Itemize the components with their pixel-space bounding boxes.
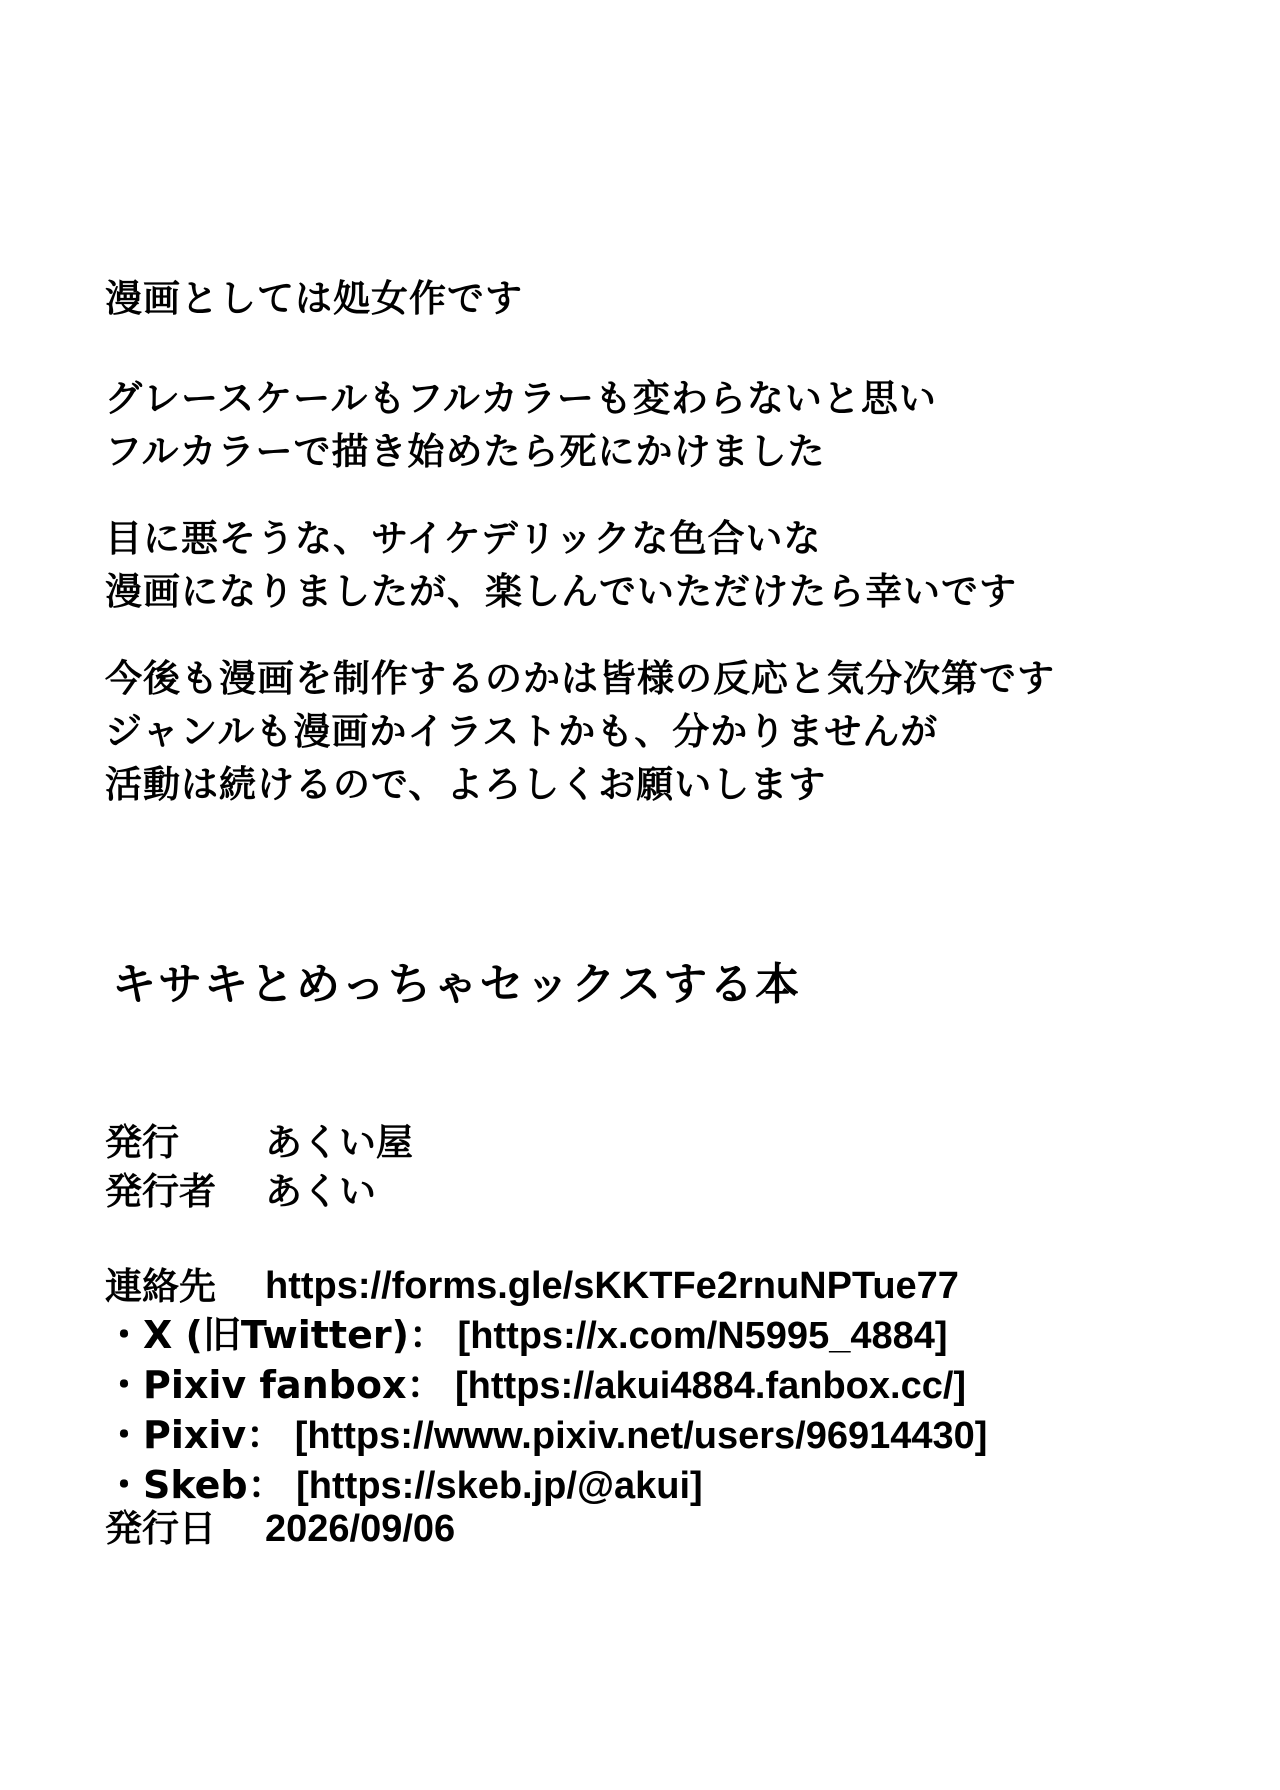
pixiv-link[interactable]: [https://www.pixiv.net/users/96914430] bbox=[294, 1415, 988, 1457]
text-line: 漫画としては処女作です bbox=[105, 277, 523, 320]
contact-link[interactable]: https://forms.gle/sKKTFe2rnuNPTue77 bbox=[265, 1265, 959, 1307]
fanbox-link[interactable]: [https://akui4884.fanbox.cc/] bbox=[455, 1365, 967, 1407]
book-title: キサキとめっちゃセックスする本 bbox=[112, 959, 802, 1010]
date-label: 発行日 bbox=[105, 1507, 216, 1550]
publisher-label: 発行 bbox=[105, 1121, 179, 1164]
paragraph-2 bbox=[105, 372, 937, 478]
text-line: ジャンルも漫画かイラストかも、分かりませんが bbox=[105, 710, 939, 753]
contact-links bbox=[105, 1262, 987, 1511]
text-line: グレースケールもフルカラーも変わらないと思い bbox=[105, 377, 937, 420]
fanbox-label: ・Pixiv fanbox： bbox=[105, 1363, 445, 1407]
publisher-info bbox=[105, 1118, 413, 1216]
text-line: 今後も漫画を制作するのかは皆様の反応と気分次第です bbox=[105, 657, 1055, 700]
skeb-link[interactable]: [https://skeb.jp/@akui] bbox=[296, 1465, 703, 1507]
publisher-row bbox=[105, 1118, 413, 1167]
text-line: 目に悪そうな、サイケデリックな色合いな bbox=[105, 517, 822, 560]
contact-label: 連絡先 bbox=[105, 1265, 216, 1308]
date-value: 2026/09/06 bbox=[265, 1508, 456, 1550]
paragraph-4 bbox=[105, 652, 1055, 811]
x-label: ・X (旧Twitter)： bbox=[105, 1313, 447, 1357]
link-row-pixiv bbox=[105, 1411, 987, 1461]
publisher-value: あくい屋 bbox=[265, 1121, 413, 1164]
publication-date bbox=[105, 1504, 455, 1554]
contact-row bbox=[105, 1262, 987, 1311]
paragraph-3 bbox=[105, 512, 1017, 618]
text-line: 漫画になりましたが、楽しんでいただけたら幸いです bbox=[105, 570, 1017, 613]
issuer-value: あくい bbox=[265, 1170, 376, 1213]
pixiv-label: ・Pixiv： bbox=[105, 1413, 285, 1457]
paragraph-1 bbox=[105, 272, 523, 325]
x-link[interactable]: [https://x.com/N5995_4884] bbox=[457, 1315, 948, 1357]
link-row-x bbox=[105, 1311, 987, 1361]
text-line: フルカラーで描き始めたら死にかけました bbox=[105, 430, 826, 473]
date-row bbox=[105, 1504, 455, 1554]
skeb-label: ・Skeb： bbox=[105, 1463, 286, 1507]
link-row-fanbox bbox=[105, 1361, 987, 1411]
issuer-row bbox=[105, 1167, 413, 1216]
issuer-label: 発行者 bbox=[105, 1170, 216, 1213]
text-line: 活動は続けるので、よろしくお願いします bbox=[105, 763, 827, 806]
